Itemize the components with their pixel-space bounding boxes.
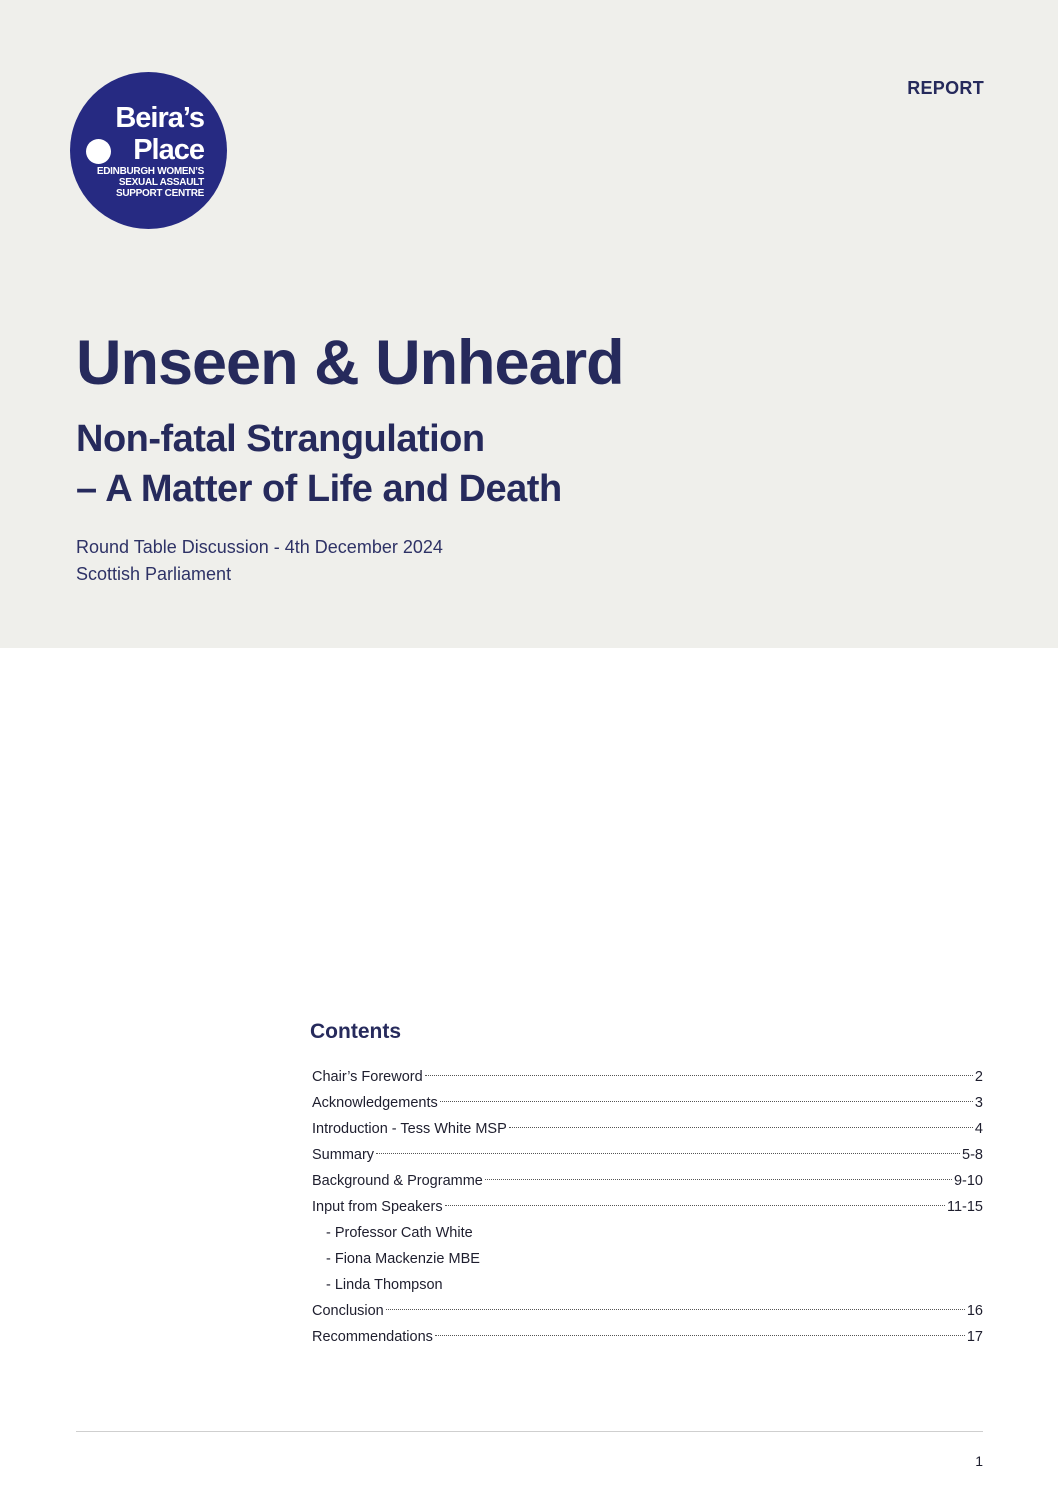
- toc-entry-page: 9-10: [953, 1173, 983, 1189]
- toc-entry[interactable]: [312, 1168, 983, 1194]
- event-details-line2: Scottish Parliament: [76, 564, 232, 584]
- toc-entry[interactable]: [312, 1298, 983, 1324]
- toc-leader: [485, 1179, 952, 1180]
- toc-subentry-label: - Fiona Mackenzie MBE: [326, 1251, 480, 1267]
- toc-entry[interactable]: [312, 1324, 983, 1350]
- beiras-place-logo: [70, 72, 227, 229]
- toc-entry[interactable]: [312, 1090, 983, 1116]
- toc-entry[interactable]: [312, 1142, 983, 1168]
- toc-leader: [440, 1101, 973, 1102]
- toc-entry[interactable]: [312, 1116, 983, 1142]
- page-number: 1: [975, 1453, 983, 1469]
- toc-entry-page: 2: [974, 1069, 983, 1085]
- subtitle-line1: Non-fatal Strangulation: [76, 418, 485, 460]
- report-subtitle: [76, 414, 562, 514]
- toc-entry-label: Summary: [312, 1147, 375, 1163]
- toc-leader: [435, 1335, 965, 1336]
- document-type-label: REPORT: [907, 78, 984, 98]
- toc-entry-label: Chair’s Foreword: [312, 1069, 423, 1085]
- toc-entry-page: 4: [974, 1121, 983, 1137]
- footer-divider: [76, 1431, 983, 1432]
- table-of-contents: [312, 1064, 983, 1350]
- toc-subentry[interactable]: [312, 1220, 983, 1246]
- toc-entry-label: Acknowledgements: [312, 1095, 438, 1111]
- logo-tagline-line3: SUPPORT CENTRE: [115, 188, 204, 199]
- toc-entry-label: Input from Speakers: [312, 1199, 443, 1215]
- toc-entry-label: Background & Programme: [312, 1173, 483, 1189]
- toc-entry[interactable]: [312, 1064, 983, 1090]
- logo-name-line1: Beira’s: [115, 102, 204, 134]
- logo-name-line2: Place: [133, 134, 204, 166]
- toc-subentry-label: - Professor Cath White: [326, 1225, 473, 1241]
- toc-leader: [425, 1075, 973, 1076]
- logo-tagline-line2: SEXUAL ASSAULT: [118, 177, 204, 188]
- toc-entry-page: 3: [974, 1095, 983, 1111]
- toc-entry-page: 16: [966, 1303, 983, 1319]
- logo-tagline: [70, 166, 204, 199]
- event-details-line1: Round Table Discussion - 4th December 2024: [76, 537, 443, 557]
- toc-entry-page: 11-15: [946, 1199, 983, 1215]
- toc-leader: [386, 1309, 965, 1310]
- toc-leader: [509, 1127, 973, 1128]
- report-title: Unseen & Unheard: [76, 328, 624, 398]
- toc-subentry-label: - Linda Thompson: [326, 1277, 443, 1293]
- toc-subentry[interactable]: [312, 1246, 983, 1272]
- toc-entry-page: 17: [966, 1329, 983, 1345]
- toc-subentry[interactable]: [312, 1272, 983, 1298]
- toc-entry-label: Conclusion: [312, 1303, 384, 1319]
- toc-entry-label: Introduction - Tess White MSP: [312, 1121, 507, 1137]
- toc-entry-label: Recommendations: [312, 1329, 433, 1345]
- toc-entry-page: 5-8: [962, 1147, 983, 1163]
- toc-leader: [376, 1153, 960, 1154]
- contents-heading: Contents: [310, 1020, 401, 1043]
- event-details: [76, 534, 443, 588]
- toc-leader: [445, 1205, 945, 1206]
- toc-entry[interactable]: [312, 1194, 983, 1220]
- logo-tagline-line1: EDINBURGH WOMEN’S: [96, 166, 204, 177]
- subtitle-line2: – A Matter of Life and Death: [76, 468, 562, 510]
